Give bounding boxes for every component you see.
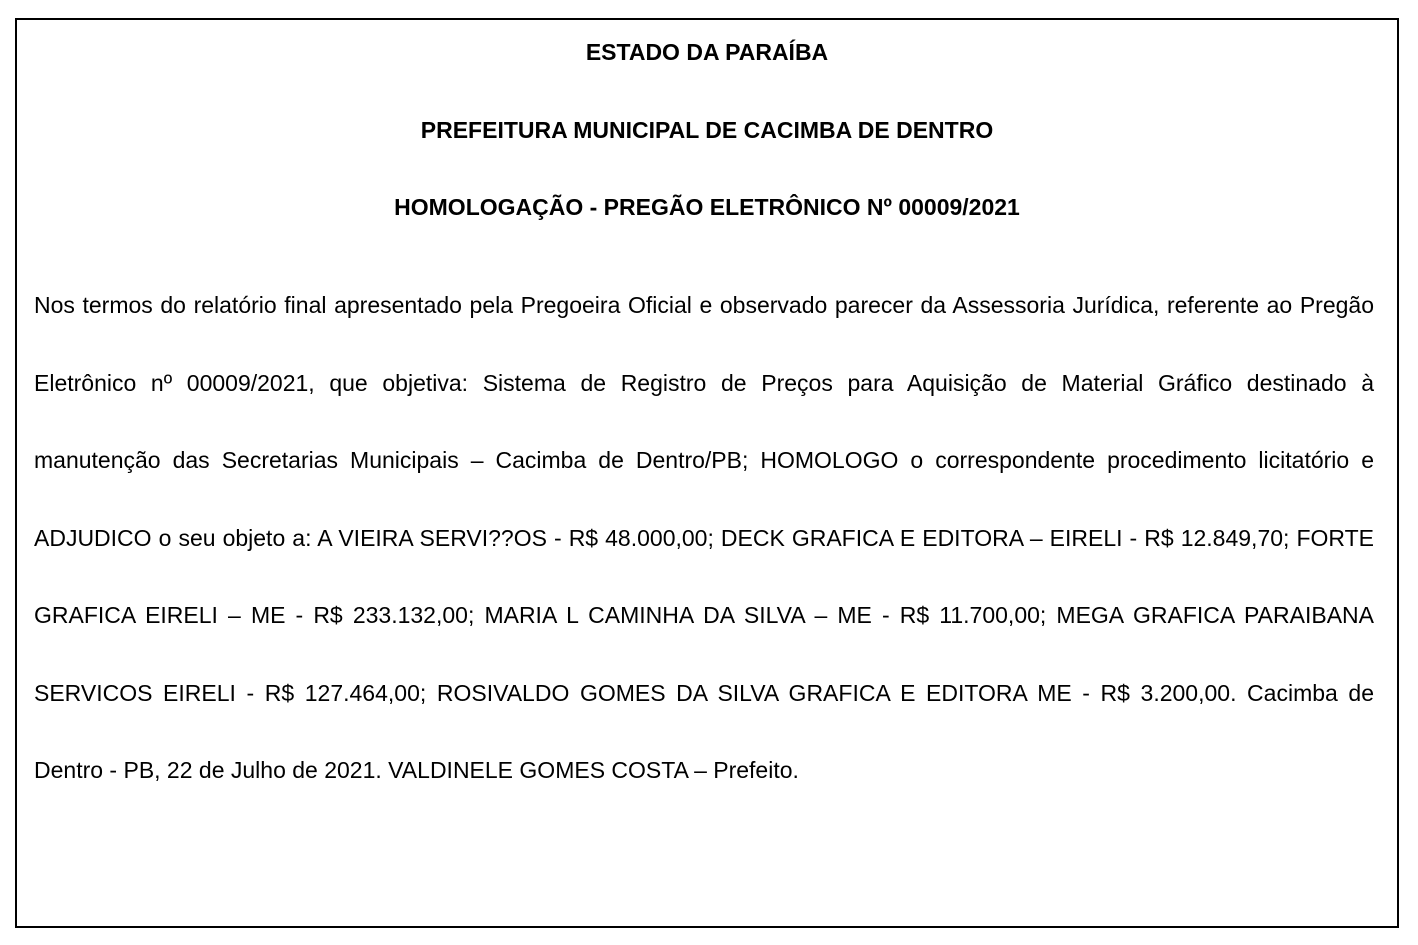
header-title: HOMOLOGAÇÃO - PREGÃO ELETRÔNICO Nº 00009/2021 bbox=[394, 194, 1020, 220]
header-state: ESTADO DA PARAÍBA bbox=[585, 39, 829, 65]
header-prefecture: PREFEITURA MUNICIPAL DE CACIMBA DE DENTRO bbox=[420, 117, 994, 143]
notice-body: Nos termos do relatório final apresentado pela Pregoeira Oficial e observado parecer da Assessoria Jurídica, referente ao Pregão Eletrônico nº 00009/2021, que objetiva: Sistema de Registro de Preços para Aquisição de Material Gráfico destinado à manutenção das Secretarias Municipais – Cacimba de Dentro/PB; HOMOLOGO o correspondente procedimento licitatório e ADJUDICO o seu objeto a: A VIEIRA SERVI??OS - R$ 48.000,00; DECK GRAFICA E EDITORA – EIRELI - R$ 12.849,70; FORTE GRAFICA EIRELI – ME - R$ 233.132,00; MARIA L CAMINHA DA SILVA – ME - R$ 11.700,00; MEGA GRAFICA PARAIBANA SERVICOS EIRELI - R$ 127.464,00; ROSIVALDO GOMES DA SILVA GRAFICA E EDITORA ME - R$ 3.200,00. Cacimba de Dentro - PB, 22 de Julho de 2021. VALDINELE GOMES COSTA – Prefeito. bbox=[34, 292, 1374, 783]
notice-frame bbox=[15, 18, 1399, 928]
